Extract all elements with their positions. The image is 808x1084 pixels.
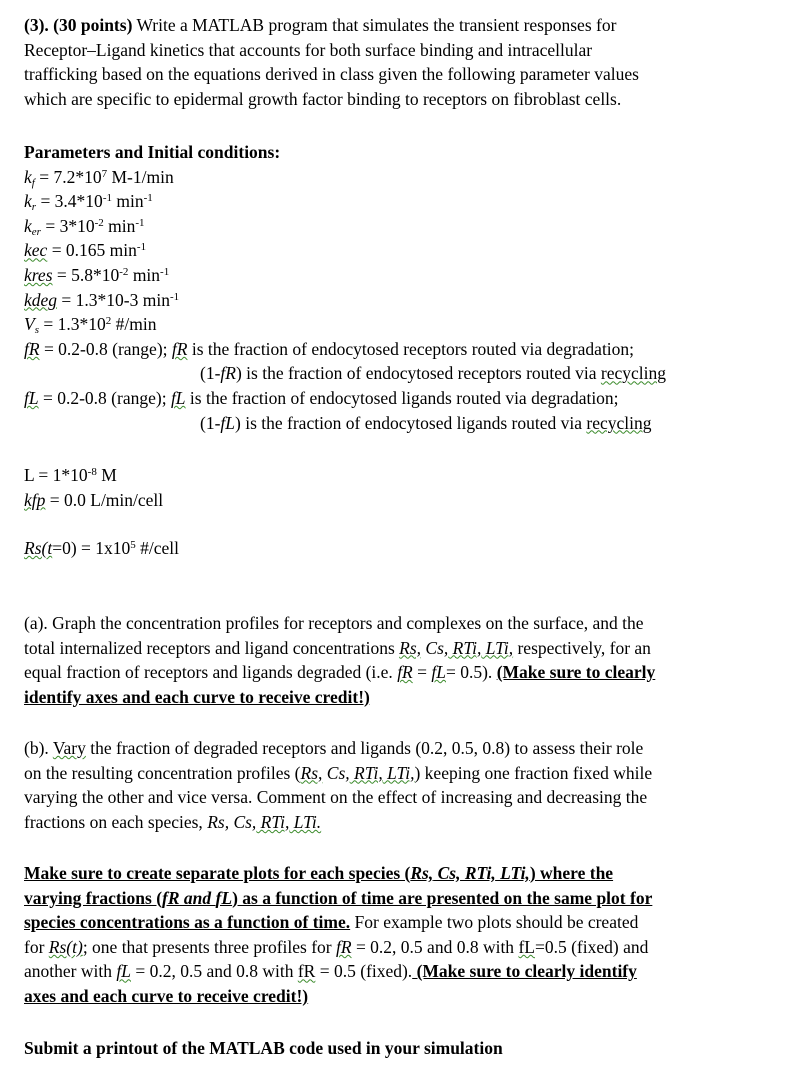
problem-points: (30 points) [53, 15, 133, 35]
part-b [24, 736, 804, 834]
problem-number: (3). [24, 15, 49, 35]
intro-line: which are specific to epidermal growth factor binding to receptors on fibroblast cells. [24, 88, 622, 109]
initial-condition [24, 536, 804, 561]
instr-line: species concentrations as a function of time. For example two plots should be created [24, 912, 639, 933]
instr-line: another with fL = 0.2, 0.5 and 0.8 with fR = 0.5 (fixed). (Make sure to clearly identify [24, 961, 637, 982]
part-a-line: (a). Graph the concentration profiles for receptors and complexes on the surface, and the [24, 613, 644, 633]
param-fr-note: (1-fR) is the fraction of endocytosed receptors routed via recycling [200, 363, 667, 384]
instr-line: varying fractions (fR and fL) as a function of time are presented on the same plot for [24, 887, 653, 908]
submit-note [24, 1036, 804, 1061]
param-vs: $V_s = 1.3*10^2$ #/min [24, 314, 157, 337]
part-b-line: on the resulting concentration profiles (Rs, Cs, RTi, LTi,) keeping one fraction fixed while [24, 762, 653, 783]
param-fl-note: (1-fL) is the fraction of endocytosed ligands routed via recycling [200, 412, 652, 433]
param-kfp: kfp = 0.0 L/min/cell [24, 489, 164, 510]
param-kdeg: kdeg = 1.3*10-3 $\min^{-1}$ [24, 289, 180, 310]
param-ker: $k_{er} = 3*10^{-2}$ $\min^{-1}$ [24, 215, 145, 238]
part-a-line: equal fraction of receptors and ligands degraded (i.e. fR = fL= 0.5). (Make sure to clearly [24, 662, 656, 683]
instr-credit-note: axes and each curve to receive credit!) [24, 985, 309, 1006]
parameters-block [24, 140, 804, 435]
part-a [24, 611, 804, 709]
param-fr: fR = 0.2-0.8 (range); fR is the fraction of endocytosed receptors routed via degradation; [24, 338, 635, 359]
part-b-line: (b). Vary the fraction of degraded receptors and ligands (0.2, 0.5, 0.8) to assess their role [24, 738, 644, 758]
ligand-block [24, 463, 804, 512]
param-kec: kec = 0.165 $\min^{-1}$ [24, 240, 147, 261]
param-kr: $k_r = 3.4*10^{-1}$ $\min^{-1}$ [24, 191, 153, 214]
param-L: $L = 1*10^{-8}$ M [24, 465, 117, 485]
intro-line: Receptor–Ligand kinetics that accounts for both surface binding and intracellular [24, 39, 593, 60]
param-fl: fL = 0.2-0.8 (range); fL is the fraction of endocytosed ligands routed via degradation; [24, 387, 619, 408]
part-b-line: varying the other and vice versa. Comment on the effect of increasing and decreasing the [24, 787, 648, 808]
part-a-credit-note: identify axes and each curve to receive credit!) [24, 686, 370, 707]
instr-line: Make sure to create separate plots for each species (Rs, Cs, RTi, LTi,) where the [24, 863, 614, 883]
param-rs0: $Rs(t=0) = 1x10^5$ #/cell [24, 538, 180, 558]
param-kres: kres = $5.8*10^{-2}$ $\min^{-1}$ [24, 264, 170, 285]
intro-line: Write a MATLAB program that simulates the transient responses for [132, 15, 617, 35]
submit-text: Submit a printout of the MATLAB code used in your simulation [24, 1038, 503, 1058]
part-a-line: total internalized receptors and ligand concentrations Rs, Cs, RTi, LTi, respectively, for an [24, 637, 651, 658]
instr-line: for Rs(t); one that presents three profiles for fR = 0.2, 0.5 and 0.8 with fL=0.5 (fixed) and [24, 936, 649, 957]
plot-instructions [24, 861, 804, 1009]
part-b-line: fractions on each species, Rs, Cs, RTi, LTi. [24, 811, 322, 832]
param-kf: $k_f = 7.2*10^7$ M-1/min [24, 166, 174, 189]
problem-statement [24, 13, 804, 111]
intro-line: trafficking based on the equations derived in class given the following parameter values [24, 64, 639, 85]
parameters-heading: Parameters and Initial conditions: [24, 142, 281, 162]
